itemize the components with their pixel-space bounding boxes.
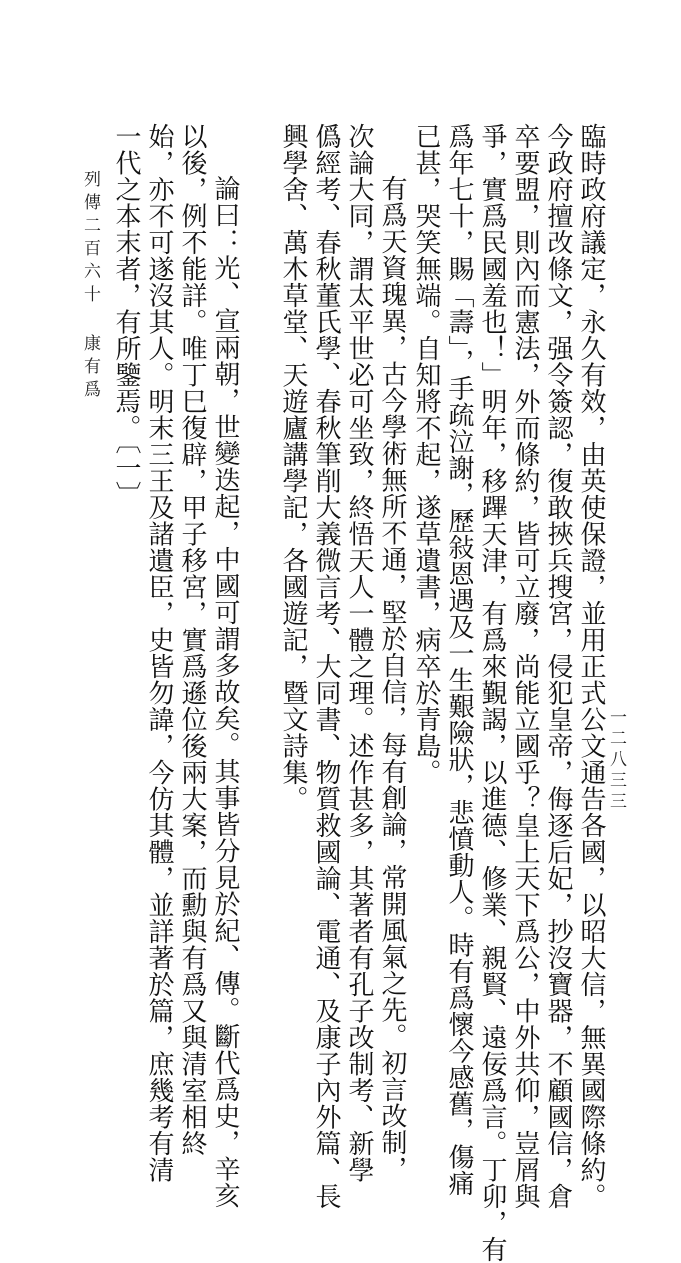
text-column-14: 一代之本末者，有所鑒焉。〔一〕 <box>111 123 141 508</box>
text-column-4: 爭，實爲民國羞也！」明年，移蹕天津，有爲來覲謁，以進德、修業、親賢、遠佞爲言。丁卯，有 <box>477 123 507 1263</box>
text-column-7: 有爲天資瑰異，古今學術無所不通，堅於自信，每有創論，常開風氣之先。初言改制， <box>377 175 407 1182</box>
text-column-2: 今政府擅改條文，强令簽認，復敢挾兵搜宮，侵犯皇帝，侮逐后妃，抄沒寶器，不顧國信，倉 <box>543 123 573 1210</box>
text-column-6: 已甚，哭笑無端。自知將不起，遂草遺書，病卒於青島。 <box>411 123 441 786</box>
running-header-name: 康有爲 <box>80 334 100 403</box>
text-column-5: 爲年七十，賜「壽」，手疏泣謝，歷敍恩遇及一生艱險狀，悲憤動人。時有爲懷今感舊，傷痛 <box>444 123 474 1197</box>
text-column-12: 以後，例不能詳。唯丁巳復辟，甲子移宮，實爲遜位後兩大案，而勳與有爲又與清室相終 <box>177 123 207 1157</box>
text-column-1: 臨時政府議定，永久有效，由英使保證，並用正式公文通告各國，以昭大信，無異國際條約。 <box>576 123 606 1210</box>
page-number: 一二八三三 <box>606 708 626 813</box>
text-column-9: 僞經考、春秋董氏學、春秋筆削大義微言考、大同書、物質救國論、電通、及康子內外篇、長 <box>311 123 341 1210</box>
text-column-3: 卒要盟，則內而憲法，外而條約，皆可立廢，尚能立國乎？皇上天下爲公，中外共仰，豈屑與 <box>510 123 540 1210</box>
running-header <box>78 170 103 403</box>
text-column-8: 次論大同，謂太平世必可坐致，終悟天人一體之理。述作甚多，其著者有孔子改制考、新學 <box>344 123 374 1183</box>
text-column-10: 興學舍、萬木草堂、天遊廬講學記，各國遊記，暨文詩集。 <box>278 123 308 812</box>
text-column-11: 論曰：光、宣兩朝，世變迭起，中國可謂多故矣。其事皆分見於紀、傳。斷代爲史，辛亥 <box>210 175 240 1209</box>
running-header-section: 列傳二百六十 <box>80 170 100 308</box>
text-column-13: 始，亦不可遂沒其人。明末三王及諸遺臣，史皆勿諱，今仿其體，並詳著於篇，庶幾考有清 <box>144 123 174 1183</box>
